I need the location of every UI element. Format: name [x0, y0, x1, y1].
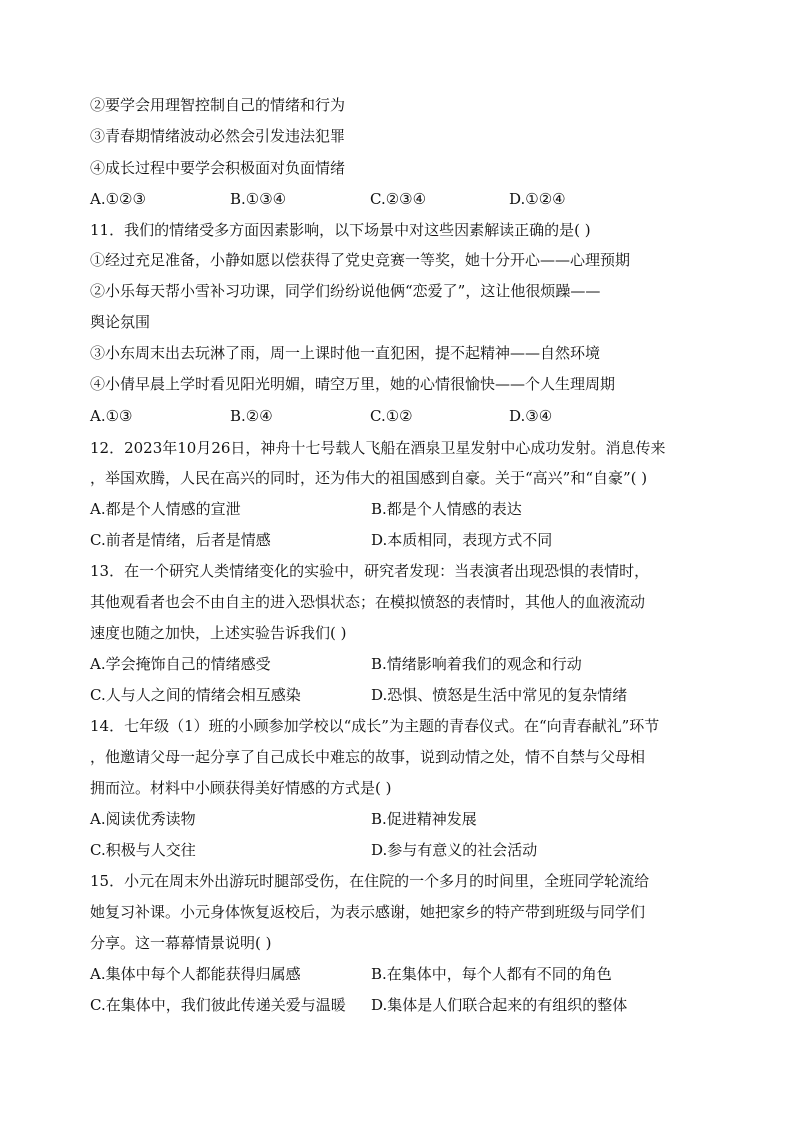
q10-option-a: A.①②③ [90, 190, 146, 208]
q10-option-d: D.①②④ [509, 190, 566, 208]
q11-statement-2-cont: 舆论氛围 [90, 313, 151, 331]
q11-option-a: A.①③ [90, 407, 133, 425]
q14-option-c: C.积极与人交往 [90, 841, 196, 859]
q13-stem-line-2: 其他观看者也会不由自主的进入恐惧状态；在模拟愤怒的表情时，其他人的血液流动 [90, 593, 646, 611]
q15-option-d: D.集体是人们联合起来的有组织的整体 [371, 996, 628, 1014]
q12-option-b: B.都是个人情感的表达 [371, 500, 522, 518]
q13-option-c: C.人与人之间的情绪会相互感染 [90, 686, 301, 704]
q11-option-d: D.③④ [509, 407, 553, 425]
q12-stem-line-1: 12．2023年10月26日，神舟十七号载人飞船在酒泉卫星发射中心成功发射。消息传来 [90, 439, 666, 457]
q11-stem: 11．我们的情绪受多方面因素影响，以下场景中对这些因素解读正确的是( ) [90, 221, 591, 239]
q14-stem-line-2: ，他邀请父母一起分享了自己成长中难忘的故事，说到动情之处，情不自禁与父母相 [90, 748, 646, 766]
q15-option-a: A.集体中每个人都能获得归属感 [90, 965, 301, 983]
q11-statement-2: ②小乐每天帮小雪补习功课，同学们纷纷说他俩“恋爱了”，这让他很烦躁—— [90, 282, 601, 300]
q14-stem-line-1: 14．七年级（1）班的小顾参加学校以“成长”为主题的青春仪式。在“向青春献礼”环节 [90, 717, 660, 735]
q10-statement-4: ④成长过程中要学会积极面对负面情绪 [90, 159, 346, 177]
q11-option-c: C.①② [370, 407, 413, 425]
q13-stem-line-3: 速度也随之加快，上述实验告诉我们( ) [90, 624, 347, 642]
q14-option-a: A.阅读优秀读物 [90, 810, 196, 828]
q11-statement-4: ④小倩早晨上学时看见阳光明媚，晴空万里，她的心情很愉快——个人生理周期 [90, 375, 616, 393]
q11-option-b: B.②④ [230, 407, 273, 425]
q13-option-a: A.学会掩饰自己的情绪感受 [90, 655, 271, 673]
q15-stem-line-2: 她复习补课。小元身体恢复返校后，为表示感谢，她把家乡的特产带到班级与同学们 [90, 903, 646, 921]
q13-option-d: D.恐惧、愤怒是生活中常见的复杂情绪 [371, 686, 628, 704]
q14-option-b: B.促进精神发展 [371, 810, 477, 828]
q12-option-c: C.前者是情绪，后者是情感 [90, 531, 271, 549]
q10-statement-3: ③青春期情绪波动必然会引发违法犯罪 [90, 127, 346, 145]
q10-option-b: B.①③④ [230, 190, 287, 208]
q15-stem-line-1: 15．小元在周末外出游玩时腿部受伤，在住院的一个多月的时间里，全班同学轮流给 [90, 872, 650, 890]
q12-option-d: D.本质相同，表现方式不同 [371, 531, 553, 549]
q14-stem-line-3: 拥而泣。材料中小顾获得美好情感的方式是( ) [90, 779, 392, 797]
q10-statement-2: ②要学会用理智控制自己的情绪和行为 [90, 96, 346, 114]
q12-option-a: A.都是个人情感的宣泄 [90, 500, 241, 518]
q11-statement-1: ①经过充足准备，小静如愿以偿获得了党史竞赛一等奖，她十分开心——心理预期 [90, 251, 631, 269]
q12-stem-line-2: ，举国欢腾，人民在高兴的同时，还为伟大的祖国感到自豪。关于“高兴”和“自豪”( ) [90, 469, 648, 487]
q10-option-c: C.②③④ [370, 190, 427, 208]
q14-option-d: D.参与有意义的社会活动 [371, 841, 538, 859]
q13-stem-line-1: 13．在一个研究人类情绪变化的实验中，研究者发现：当表演者出现恐惧的表情时， [90, 562, 650, 580]
q13-option-b: B.情绪影响着我们的观念和行动 [371, 655, 582, 673]
q15-option-c: C.在集体中，我们彼此传递关爱与温暖 [90, 996, 346, 1014]
q15-stem-line-3: 分享。这一幕幕情景说明( ) [90, 934, 272, 952]
q11-statement-3: ③小东周末出去玩淋了雨，周一上课时他一直犯困，提不起精神——自然环境 [90, 344, 601, 362]
q15-option-b: B.在集体中，每个人都有不同的角色 [371, 965, 612, 983]
